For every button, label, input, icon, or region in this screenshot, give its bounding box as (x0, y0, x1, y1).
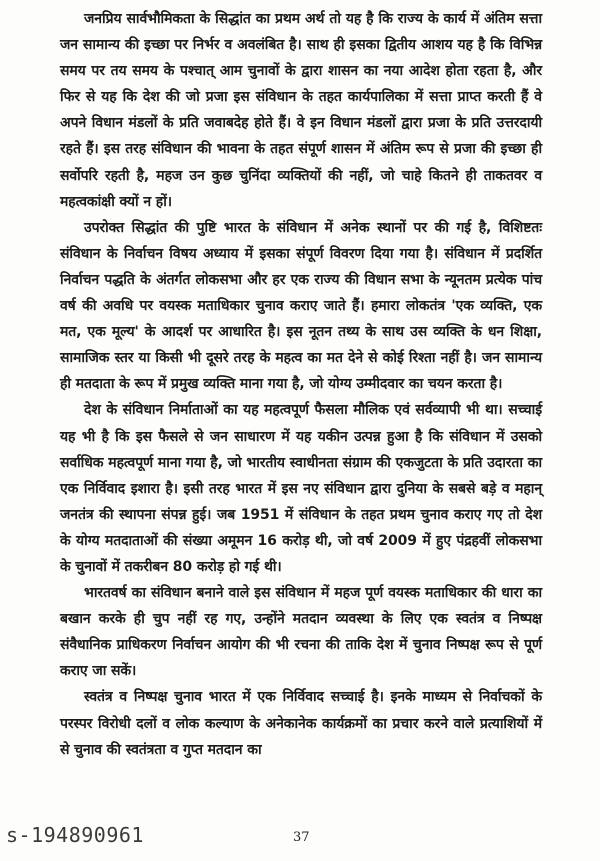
paragraph-3: देश के संविधान निर्माताओं का यह महत्वपूर्ण फैसला मौलिक एवं सर्वव्यापी भी था। सच्चाई यह भी है कि इस फैसले से जन साधारण में यह यकीन उत्पन्न हुआ है कि संविधान में उसको सर्वाधिक महत्वपूर्ण माना गया है, जो भारतीय स्वाधीनता संग्राम की एकजुटता के प्रति उदारता का एक निर्विवाद इशारा है। इसी तरह भारत में इस नए संविधान द्वारा दुनिया के सबसे बड़े व महान् जनतंत्र की स्थापना संपन्न हुई। जब 1951 में संविधान के तहत प्रथम चुनाव कराए गए तो देश के योग्य मतदाताओं की संख्या अमूमन 16 करोड़ थी, जो वर्ष 2009 में हुए पंद्रहवीं लोकसभा के चुनावों में तकरीबन 80 करोड़ हो गई थी। (60, 402, 542, 575)
image-id-watermark: s-194890961 (6, 823, 144, 847)
page-text (60, 6, 542, 763)
paragraph-1: जनप्रिय सार्वभौमिकता के सिद्धांत का प्रथम अर्थ तो यह है कि राज्य के कार्य में अंतिम सत्ता जन सामान्य की इच्छा पर निर्भर व अवलंबित है। साथ ही इसका द्वितीय आशय यह है कि विभिन्न समय पर तय समय के पश्चात् आम चुनावों के द्वारा शासन का नया आदेश होता रहता है, और फिर से यह कि देश की जो प्रजा इस संविधान के तहत कार्यपालिका में सत्ता प्राप्त करती हैं वे अपने विधान मंडलों के प्रति जवाबदेह होते हैं। वे इन विधान मंडलों द्वारा प्रजा के प्रति उत्तरदायी रहते हैं। इस तरह संविधान की भावना के तहत संपूर्ण शासन में अंतिम रूप से प्रजा की इच्छा ही सर्वोपरि रहती है, महज उन कुछ चुनिंदा व्यक्तियों की नहीं, जो चाहे कितने ही ताकतवर व महत्वकांक्षी क्यों न हों। (60, 11, 542, 210)
paragraph-4: भारतवर्ष का संविधान बनाने वाले इस संविधान में महज पूर्ण वयस्क मताधिकार की धारा का बखान करके ही चुप नहीं रह गए, उन्होंने मतदान व्यवस्था के लिए एक स्वतंत्र व निष्पक्ष संवैधानिक प्राधिकरण निर्वाचन आयोग की भी रचना की ताकि देश में चुनाव निष्पक्ष रूप से पूर्ण कराए जा सकें। (60, 585, 542, 680)
page-number: 37 (293, 830, 310, 845)
paragraph-5: स्वतंत्र व निष्पक्ष चुनाव भारत में एक निर्विवाद सच्चाई है। इनके माध्यम से निर्वाचकों के परस्पर विरोधी दलों व लोक कल्याण के अनेकानेक कार्यक्रमों का प्रचार करने वाले प्रत्याशियों में से चुनाव की स्वतंत्रता व गुप्त मतदान का (60, 689, 542, 758)
paragraph-2: उपरोक्त सिद्धांत की पुष्टि भारत के संविधान में अनेक स्थानों पर की गई है, विशिष्टतः संविधान के निर्वाचन विषय अध्याय में इसका संपूर्ण विवरण दिया गया है। संविधान में प्रदर्शित निर्वाचन पद्धति के अंतर्गत लोकसभा और हर एक राज्य की विधान सभा के न्यूनतम प्रत्येक पांच वर्ष की अवधि पर वयस्क मताधिकार चुनाव कराए जाते हैं। हमारा लोकतंत्र 'एक व्यक्ति, एक मत, एक मूल्य' के आदर्श पर आधारित है। इस नूतन तथ्य के साथ उस व्यक्ति के धन शिक्षा, सामाजिक स्तर या किसी भी दूसरे तरह के महत्व का मत देने से कोई रिश्ता नहीं है। जन सामान्य ही मतदाता के रूप में प्रमुख व्यक्ति माना गया है, जो योग्य उम्मीदवार का चयन करता है। (60, 219, 542, 393)
